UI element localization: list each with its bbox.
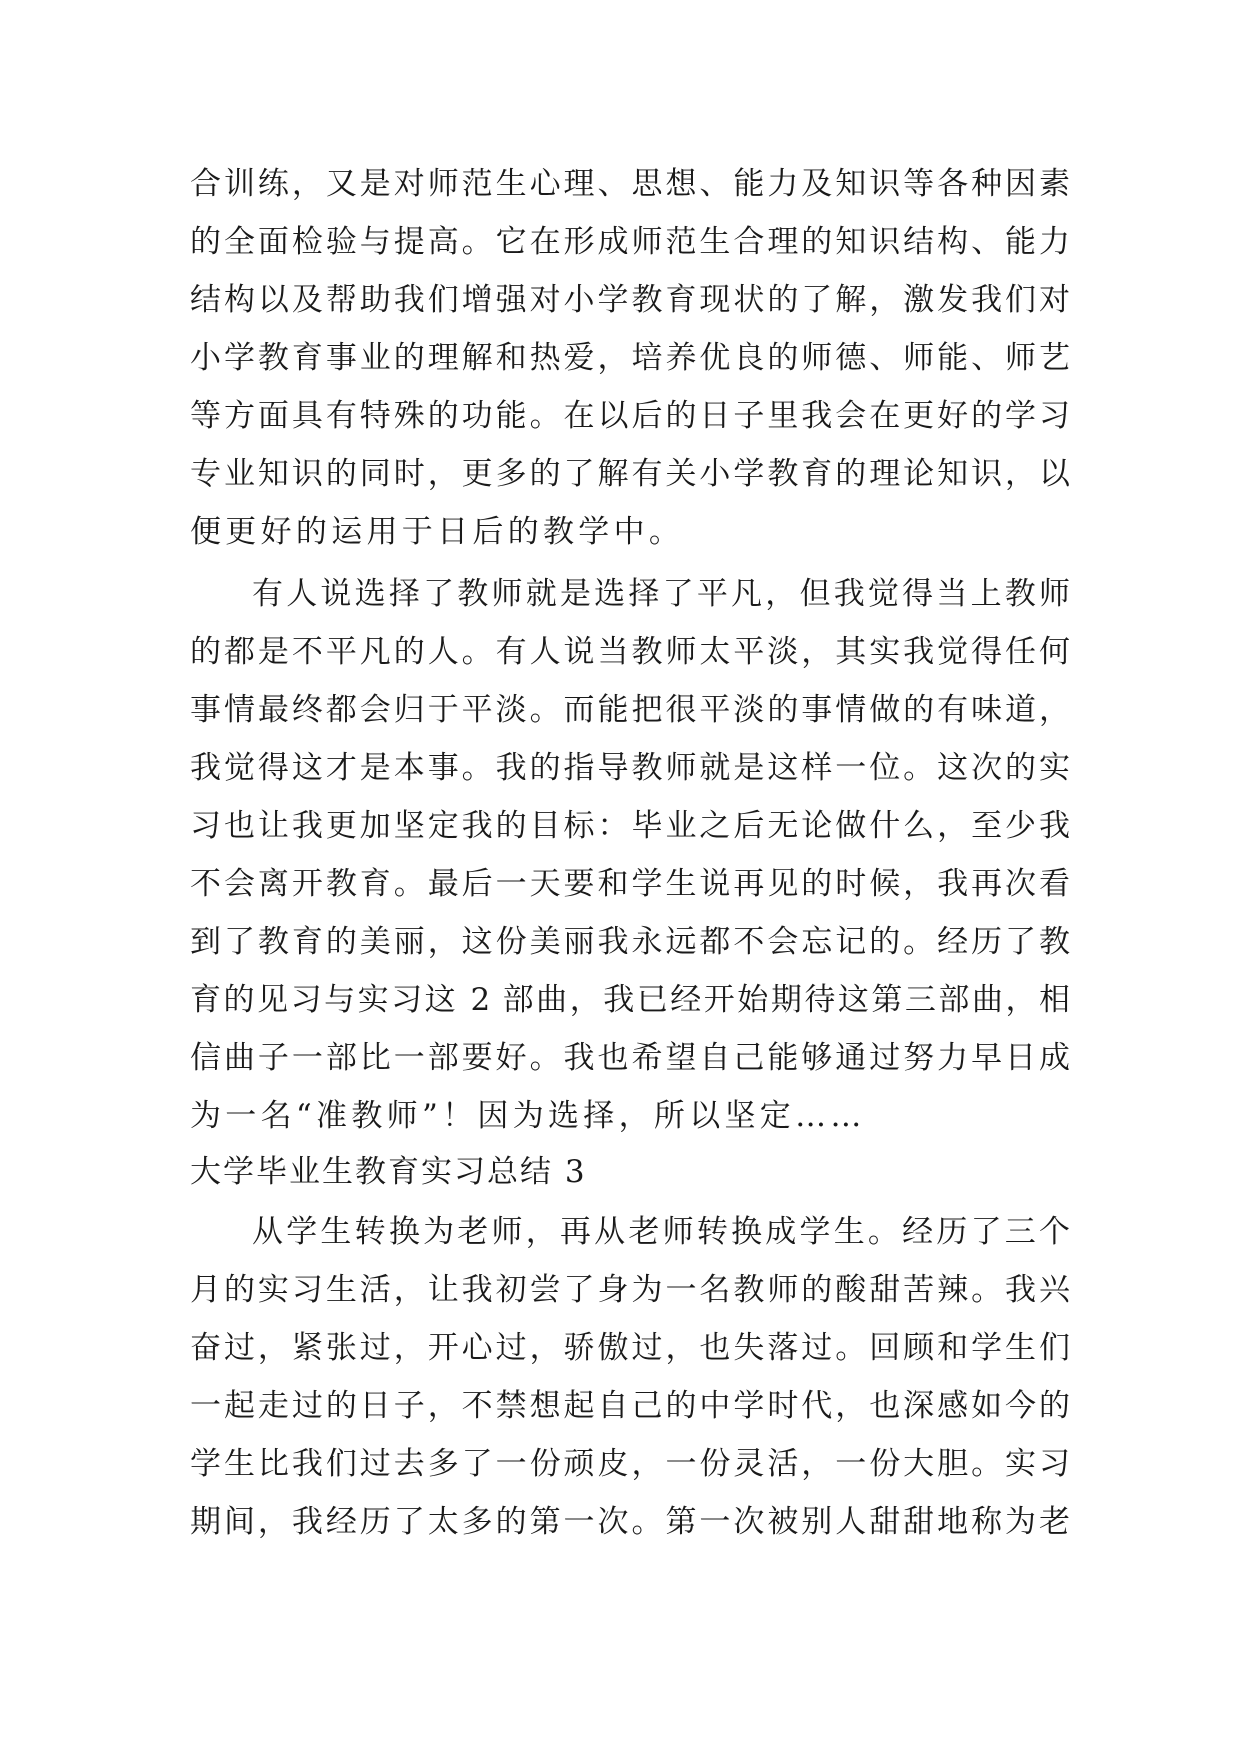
text-line: 我觉得这才是本事。我的指导教师就是这样一位。这次的实 xyxy=(190,750,1070,786)
text-line: 学生比我们过去多了一份顽皮，一份灵活，一份大胆。实习 xyxy=(190,1446,1070,1482)
text-line: 习也让我更加坚定我的目标：毕业之后无论做什么，至少我 xyxy=(190,808,1070,844)
text-line: 的全面检验与提高。它在形成师范生合理的知识结构、能力 xyxy=(190,224,1070,260)
text-line: 为一名“准教师”！因为选择，所以坚定…… xyxy=(190,1098,866,1134)
text-line: 小学教育事业的理解和热爱，培养优良的师德、师能、师艺 xyxy=(190,340,1070,376)
text-line: 月的实习生活，让我初尝了身为一名教师的酸甜苦辣。我兴 xyxy=(190,1272,1070,1308)
text-line: 一起走过的日子，不禁想起自己的中学时代，也深感如今的 xyxy=(190,1388,1070,1424)
section-heading: 大学毕业生教育实习总结 3 xyxy=(190,1154,587,1190)
text-line: 奋过，紧张过，开心过，骄傲过，也失落过。回顾和学生们 xyxy=(190,1330,1070,1366)
text-line: 的都是不平凡的人。有人说当教师太平淡，其实我觉得任何 xyxy=(190,634,1070,670)
text-line: 信曲子一部比一部要好。我也希望自己能够通过努力早日成 xyxy=(190,1040,1070,1076)
text-line: 期间，我经历了太多的第一次。第一次被别人甜甜地称为老 xyxy=(190,1504,1070,1540)
text-line: 育的见习与实习这 2 部曲，我已经开始期待这第三部曲，相 xyxy=(190,982,1070,1018)
paragraph-first-line: 有人说选择了教师就是选择了平凡，但我觉得当上教师 xyxy=(252,576,1070,612)
text-line: 等方面具有特殊的功能。在以后的日子里我会在更好的学习 xyxy=(190,398,1070,434)
text-line: 专业知识的同时，更多的了解有关小学教育的理论知识，以 xyxy=(190,456,1070,492)
text-line: 不会离开教育。最后一天要和学生说再见的时候，我再次看 xyxy=(190,866,1070,902)
paragraph-first-line: 从学生转换为老师，再从老师转换成学生。经历了三个 xyxy=(252,1214,1070,1250)
text-line: 便更好的运用于日后的教学中。 xyxy=(190,514,685,550)
text-line: 结构以及帮助我们增强对小学教育现状的了解，激发我们对 xyxy=(190,282,1070,318)
text-line: 合训练，又是对师范生心理、思想、能力及知识等各种因素 xyxy=(190,166,1070,202)
text-line: 事情最终都会归于平淡。而能把很平淡的事情做的有味道， xyxy=(190,692,1070,728)
text-line: 到了教育的美丽，这份美丽我永远都不会忘记的。经历了教 xyxy=(190,924,1070,960)
